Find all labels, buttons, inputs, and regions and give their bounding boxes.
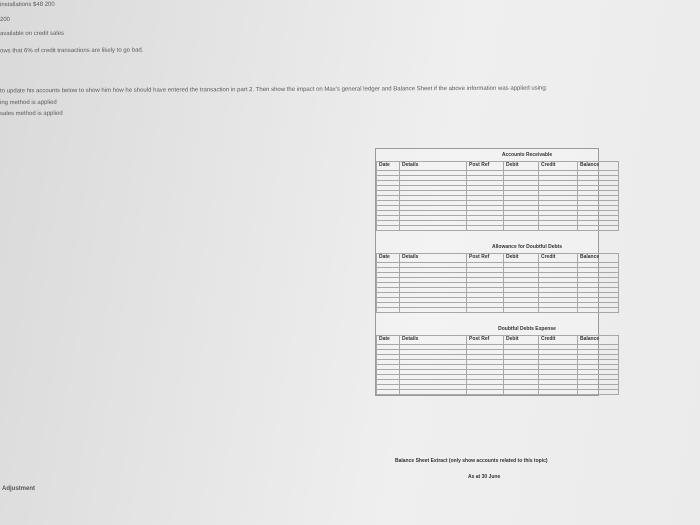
ledger-table (376, 335, 619, 395)
ledger-cell (539, 390, 578, 395)
ledger-cell (377, 308, 400, 313)
instruction-line: to update his accounts below to show him how he should have entered the transaction in part 2. Then show the impact on Max's general ledger and Balance Sheet if the above information was applied using: (0, 85, 548, 95)
ledger-cell (400, 390, 467, 395)
ledger-table (376, 253, 619, 313)
col-date: Date (377, 336, 400, 345)
ledger-body (377, 345, 619, 395)
ledger-cell (578, 390, 619, 395)
ledger-stack (375, 148, 599, 396)
ledger-cell (539, 226, 578, 231)
col-credit: Credit (539, 162, 578, 171)
header-row (377, 254, 619, 263)
col-balance: Balance (578, 254, 619, 263)
ledger-cell (467, 390, 504, 395)
col-balance: Balance (578, 336, 619, 345)
adjustment-label: Adjustment (2, 486, 35, 492)
col-date: Date (377, 162, 400, 171)
ledger-cell (539, 308, 578, 313)
ledger-title: Doubtful Debts Expense (498, 326, 556, 332)
col-debit: Debit (504, 162, 539, 171)
col-details: Details (400, 336, 467, 345)
col-details: Details (400, 162, 467, 171)
ledger-row (377, 390, 619, 395)
instruction-line: 200 (0, 16, 11, 24)
ledger-body (377, 263, 619, 313)
ledger-cell (504, 308, 539, 313)
col-debit: Debit (504, 254, 539, 263)
instruction-line: installations $48 200 (0, 1, 55, 9)
ledger-title: Accounts Receivable (501, 152, 553, 158)
ledger-cell (504, 390, 539, 395)
ledger-row (377, 226, 619, 231)
ledger-cell (578, 308, 619, 313)
col-date: Date (377, 254, 400, 263)
instruction-line: ing method is applied (0, 99, 57, 107)
header-row (377, 336, 619, 345)
spacer (376, 313, 598, 323)
balance-sheet-title: Balance Sheet Extract (only show accounts related to this topic) (395, 458, 548, 464)
col-debit: Debit (504, 336, 539, 345)
instruction-line: available on credit sales (0, 30, 65, 38)
ledger-cell (504, 226, 539, 231)
col-details: Details (400, 254, 467, 263)
header-row (377, 162, 619, 171)
col-balance: Balance (578, 162, 619, 171)
col-post-ref: Post Ref (467, 254, 504, 263)
ledger-cell (377, 390, 400, 395)
ledger-body (377, 171, 619, 231)
ledger-table (376, 161, 619, 231)
ledger-cell (578, 226, 619, 231)
ledger-cell (400, 226, 467, 231)
ledger-title: Allowance for Doubtful Debts (492, 244, 562, 250)
col-post-ref: Post Ref (467, 162, 504, 171)
instruction-line: sales method is applied (0, 110, 63, 118)
col-credit: Credit (539, 254, 578, 263)
col-post-ref: Post Ref (467, 336, 504, 345)
ledger-accounts-receivable (375, 148, 599, 396)
ledger-row (377, 308, 619, 313)
spacer (376, 231, 598, 241)
ledger-cell (400, 308, 467, 313)
ledger-cell (467, 308, 504, 313)
col-credit: Credit (539, 336, 578, 345)
as-at-date: As at 30 June (468, 474, 501, 480)
ledger-cell (377, 226, 400, 231)
instruction-line: ows that 6% of credit transactions are likely to go bad. (0, 47, 144, 55)
ledger-cell (467, 226, 504, 231)
